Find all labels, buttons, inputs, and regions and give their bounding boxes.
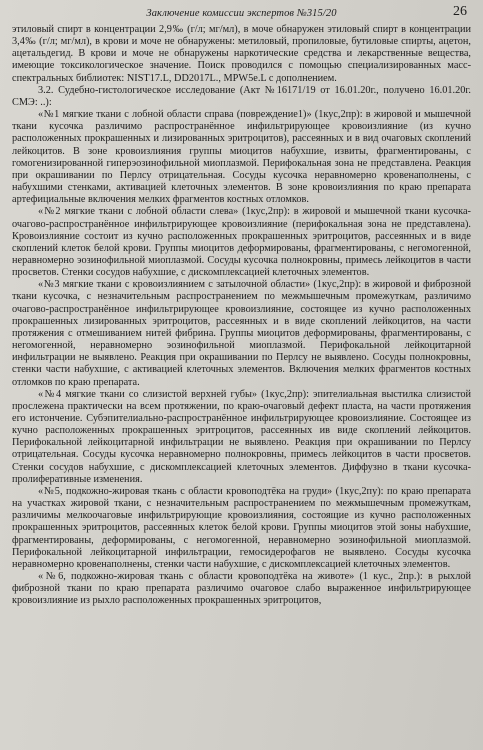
paragraph-2: 3.2. Судебно-гистологическое исследование (Акт №16171/19 от 16.01.20г., получено 16.01.20г. СМЭ: ..): bbox=[12, 84, 471, 108]
paragraph-1: этиловый спирт в концентрации 2,9‰ (г/л; мг/мл), в моче обнаружен этиловый спирт в концентрации 3,4‰ (г/л; мг/мл), в крови и моче не обнаружены: метиловый, пропиловые, бутиловые спирты, ацетон, ацетальдегид. В крови и моче не обнаружены наркотические средства и лекарственные вещества, имеющие токсикологическое значение. Поиск проводился с помощью специализированных масс-спектральных библиотек: NIST17.L, DD2017L., MPW5e.L с дополнением. bbox=[12, 24, 471, 84]
paragraph-4: «№2 мягкие ткани с лобной области слева» (1кус,2пр): в жировой и мышечной ткани кусочка- очагово-распространённое инфильтрирующее кровоизлияние (перифокальная зона не представлена). Кровоизлияние состоит из кучно расположенных прокрашенных эритроцитов, рассеянных и в виде скоплений клеток белой крови. Группы миоцитов деформированы, фрагментированы, с негомогенной, неравномерно эозинофильной миоплазмой. Сосуды кусочка полнокровны, примесь лейкоцитов в части просветов. Стенки сосудов набухшие, с дискомплексацией клеточных элементов. bbox=[12, 206, 471, 279]
paragraph-8: «№6, подкожно-жировая ткань с области кровоподтёка на животе» (1 кус., 2пр.): в рыхлой фиброзной ткани по краю препарата различимо очаговое слабо выраженное инфильтрирующее кровоизлияние из рыхло расположенных прокрашенных эритроцитов, bbox=[12, 571, 471, 607]
paragraph-5: «№3 мягкие ткани с кровоизлиянием с затылочной области» (1кус,2пр): в жировой и фиброзной ткани кусочка, с незначительным распространением по межмышечным промежуткам, различимо очагово-распространённое инфильтрирующее кровоизлияние, состоящее из кучно расположенных прокрашенных лизированных эритроцитов, рассеянных и в виде скоплений лейкоцитов, на части протяжения с отмешиванием нитей фибрина. Группы миоцитов деформированы, фрагментированы, с негомогенной, неравномерно эозинофильной миоплазмой. Перифокальной лейкоцитарной инфильтрации не выявлено. Реакция при окрашивании по Перлсу не выявлено. Сосуды полнокровны, стенки части набухшие, с активацией клеточных элементов. Включения мелких фрагментов костных отломков по краю препарата. bbox=[12, 279, 471, 388]
page-number: 26 bbox=[453, 4, 467, 19]
paragraph-6: «№4 мягкие ткани со слизистой верхней губы» (1кус,2пр): эпителиальная выстилка слизистой прослежена практически на всем протяжении, по краю-очаговый дефект пласта, на части протяжения его истончение. Субэпителиально-распространённое инфильтрирующее кровоизлияние. Состоящее из кучно расположенных прокрашенных эритроцитов, рассеянных ив виде скоплений лейкоцитов. Перифокальной лейкоцитарной инфильтрации не выявлено. Реакция при окрашивании по Перлсу отрицательная. Сосуды кусочка неравномерно полнокровны, примесь лейкоцитов в части просветов. Стенки сосудов набухшие, с дискомплексацией клеточных элементов. Диффузно в ткани кусочка-пролиферативные изменения. bbox=[12, 388, 471, 485]
paragraph-7: «№5, подкожно-жировая ткань с области кровоподтёка на груди» (1кус,2пу): по краю препарата на участках жировой ткани, с незначительным распространением по межмышечным промежуткам, различимы мелкоочаговые инфильтрирующие кровоизлияния, состоящие из кучно расположенных прокрашенных эритроцитов, рассеянных клеток белой крови. Группы миоцитов этой зоны набухшие, фрагментированы, деформированы, с негомогенной, неравномерно эозинофильной миоплазмой. Перифокальной лейкоцитарной инфильтрации, гемосидерофагов не выявлено. Сосуды кусочка неравномерно кровенаполнены, стенки части набухшие, с дискомплексацией клеточных элементов. bbox=[12, 485, 471, 570]
document-body bbox=[12, 24, 471, 608]
paragraph-3: «№1 мягкие ткани с лобной области справа (повреждение1)» (1кус,2пр): в жировой и мышечной ткани кусочка различимо распространённое инфильтрирующее кровоизлияние (из кучно расположенных прокрашенных и лизированных эритроцитов), рассеянных и в вид очаговых скоплений лейкоцитов. В зоне кровоизлияния группы миоцитов набухшие, извиты, фрагментированы, с гомогенизированной гиперэозинофильной миоплазмой. Перифокальная зона не представлена. Реакция при окрашивании по Перлсу отрицательная. Сосуды кусочка неравномерно кровенаполнены, с набухшими стенками, активацией клеточных элементов. В зоне кровоизлияния по краю препарата артефициальные включения мелких фрагментов костных отломков. bbox=[12, 109, 471, 206]
document-title: Заключение комиссии экспертов №315/20 bbox=[146, 8, 337, 19]
page-header bbox=[12, 4, 471, 24]
